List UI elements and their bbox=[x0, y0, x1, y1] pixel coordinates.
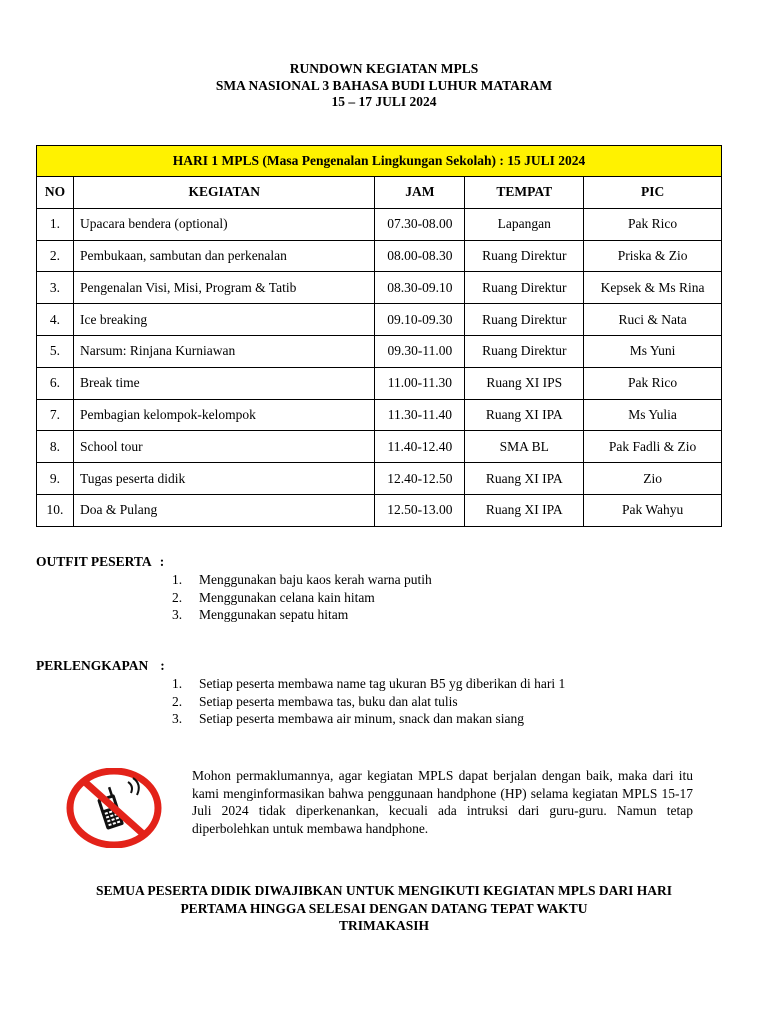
cell-tempat: SMA BL bbox=[465, 431, 584, 463]
cell-kegiatan: Upacara bendera (optional) bbox=[73, 208, 374, 240]
cell-pic: Priska & Zio bbox=[584, 240, 722, 272]
cell-pic: Pak Rico bbox=[584, 367, 722, 399]
list-item-number: 1. bbox=[172, 572, 183, 587]
list-item bbox=[172, 710, 565, 728]
cell-kegiatan: Doa & Pulang bbox=[73, 494, 374, 526]
cell-pic: Pak Fadli & Zio bbox=[584, 431, 722, 463]
col-header-tempat: TEMPAT bbox=[465, 177, 584, 209]
list-item-text: Menggunakan sepatu hitam bbox=[199, 607, 349, 622]
table-row bbox=[37, 367, 722, 399]
list-item-number: 2. bbox=[172, 589, 183, 605]
cell-jam: 12.40-12.50 bbox=[375, 463, 465, 495]
list-item-text: Setiap peserta membawa air minum, snack dan makan siang bbox=[199, 711, 525, 726]
notice-text: Mohon permaklumannya, agar kegiatan MPLS dapat berjalan dengan baik, maka dari itu kami menginformasikan bahwa penggunaan handphone (HP) selama kegiatan MPLS 15-17 Juli 2024 tidak diperkenankan, kecuali ada intruksi dari guru-guru. Namun tetap diperbolehkan untuk membawa handphone. bbox=[192, 768, 693, 836]
col-header-kegiatan: KEGIATAN bbox=[73, 177, 374, 209]
outfit-colon: : bbox=[159, 554, 165, 569]
cell-tempat: Lapangan bbox=[465, 208, 584, 240]
cell-kegiatan: Pembagian kelompok-kelompok bbox=[73, 399, 374, 431]
list-item bbox=[172, 589, 432, 607]
footer-line-3: TRIMAKASIH bbox=[338, 918, 429, 933]
cell-pic: Pak Wahyu bbox=[584, 494, 722, 526]
cell-no: 7. bbox=[37, 399, 74, 431]
cell-tempat: Ruang Direktur bbox=[465, 335, 584, 367]
cell-kegiatan: Tugas peserta didik bbox=[73, 463, 374, 495]
table-row bbox=[37, 399, 722, 431]
table-row bbox=[37, 304, 722, 336]
list-item bbox=[172, 693, 565, 711]
cell-no: 1. bbox=[37, 208, 74, 240]
header-school: SMA NASIONAL 3 BAHASA BUDI LUHUR MATARAM bbox=[215, 77, 553, 93]
table-row bbox=[37, 431, 722, 463]
cell-no: 6. bbox=[37, 367, 74, 399]
col-header-jam: JAM bbox=[375, 177, 465, 209]
cell-no: 2. bbox=[37, 240, 74, 272]
cell-jam: 11.40-12.40 bbox=[375, 431, 465, 463]
list-item bbox=[172, 606, 432, 624]
footer-line-2: PERTAMA HINGGA SELESAI DENGAN DATANG TEPAT WAKTU bbox=[180, 900, 588, 916]
col-header-pic: PIC bbox=[584, 177, 722, 209]
table-row bbox=[37, 494, 722, 526]
cell-kegiatan: Pengenalan Visi, Misi, Program & Tatib bbox=[73, 272, 374, 304]
perlengkapan-title bbox=[36, 658, 165, 674]
cell-jam: 12.50-13.00 bbox=[375, 494, 465, 526]
perlengkapan-title-text: PERLENGKAPAN bbox=[36, 658, 149, 673]
table-banner-row bbox=[37, 146, 722, 177]
document-footer bbox=[0, 882, 768, 935]
cell-jam: 09.10-09.30 bbox=[375, 304, 465, 336]
cell-no: 3. bbox=[37, 272, 74, 304]
cell-pic: Ruci & Nata bbox=[584, 304, 722, 336]
cell-tempat: Ruang XI IPA bbox=[465, 399, 584, 431]
cell-pic: Ms Yulia bbox=[584, 399, 722, 431]
cell-pic: Pak Rico bbox=[584, 208, 722, 240]
cell-kegiatan: Narsum: Rinjana Kurniawan bbox=[73, 335, 374, 367]
no-phone-icon bbox=[66, 768, 162, 848]
cell-jam: 09.30-11.00 bbox=[375, 335, 465, 367]
footer-line-1: SEMUA PESERTA DIDIK DIWAJIBKAN UNTUK MENGIKUTI KEGIATAN MPLS DARI HARI bbox=[96, 883, 672, 898]
table-row bbox=[37, 463, 722, 495]
table-row bbox=[37, 208, 722, 240]
table-row bbox=[37, 240, 722, 272]
cell-kegiatan: School tour bbox=[73, 431, 374, 463]
cell-no: 5. bbox=[37, 335, 74, 367]
header-dates: 15 – 17 JULI 2024 bbox=[331, 94, 437, 109]
perlengkapan-list bbox=[172, 675, 565, 728]
list-item bbox=[172, 675, 565, 693]
cell-jam: 08.00-08.30 bbox=[375, 240, 465, 272]
cell-jam: 11.30-11.40 bbox=[375, 399, 465, 431]
cell-kegiatan: Ice breaking bbox=[73, 304, 374, 336]
cell-jam: 07.30-08.00 bbox=[375, 208, 465, 240]
cell-tempat: Ruang Direktur bbox=[465, 240, 584, 272]
list-item-text: Menggunakan baju kaos kerah warna putih bbox=[199, 572, 432, 587]
cell-kegiatan: Pembukaan, sambutan dan perkenalan bbox=[73, 240, 374, 272]
cell-no: 10. bbox=[37, 494, 74, 526]
list-item-number: 3. bbox=[172, 607, 183, 622]
document-header bbox=[0, 61, 768, 111]
list-item-text: Setiap peserta membawa tas, buku dan alat tulis bbox=[199, 693, 458, 709]
cell-jam: 11.00-11.30 bbox=[375, 367, 465, 399]
list-item-text: Menggunakan celana kain hitam bbox=[199, 589, 375, 605]
list-item-number: 2. bbox=[172, 693, 183, 709]
list-item-number: 1. bbox=[172, 676, 183, 691]
cell-tempat: Ruang Direktur bbox=[465, 272, 584, 304]
table-header-row bbox=[37, 177, 722, 209]
outfit-title bbox=[36, 554, 164, 570]
cell-kegiatan: Break time bbox=[73, 367, 374, 399]
cell-tempat: Ruang XI IPS bbox=[465, 367, 584, 399]
table-row bbox=[37, 272, 722, 304]
list-item-number: 3. bbox=[172, 711, 183, 726]
cell-pic: Zio bbox=[584, 463, 722, 495]
rundown-table bbox=[36, 145, 722, 527]
cell-tempat: Ruang XI IPA bbox=[465, 463, 584, 495]
header-title: RUNDOWN KEGIATAN MPLS bbox=[289, 61, 479, 76]
cell-jam: 08.30-09.10 bbox=[375, 272, 465, 304]
table-banner: HARI 1 MPLS (Masa Pengenalan Lingkungan Sekolah) : 15 JULI 2024 bbox=[37, 146, 722, 177]
cell-no: 8. bbox=[37, 431, 74, 463]
list-item bbox=[172, 571, 432, 589]
cell-pic: Kepsek & Ms Rina bbox=[584, 272, 722, 304]
table-row bbox=[37, 335, 722, 367]
perlengkapan-colon: : bbox=[160, 658, 165, 673]
cell-no: 4. bbox=[37, 304, 74, 336]
outfit-list bbox=[172, 571, 432, 624]
cell-tempat: Ruang XI IPA bbox=[465, 494, 584, 526]
list-item-text: Setiap peserta membawa name tag ukuran B5 yg diberikan di hari 1 bbox=[199, 676, 566, 691]
col-header-no: NO bbox=[37, 177, 74, 209]
cell-no: 9. bbox=[37, 463, 74, 495]
outfit-title-text: OUTFIT PESERTA bbox=[36, 554, 152, 569]
cell-pic: Ms Yuni bbox=[584, 335, 722, 367]
cell-tempat: Ruang Direktur bbox=[465, 304, 584, 336]
